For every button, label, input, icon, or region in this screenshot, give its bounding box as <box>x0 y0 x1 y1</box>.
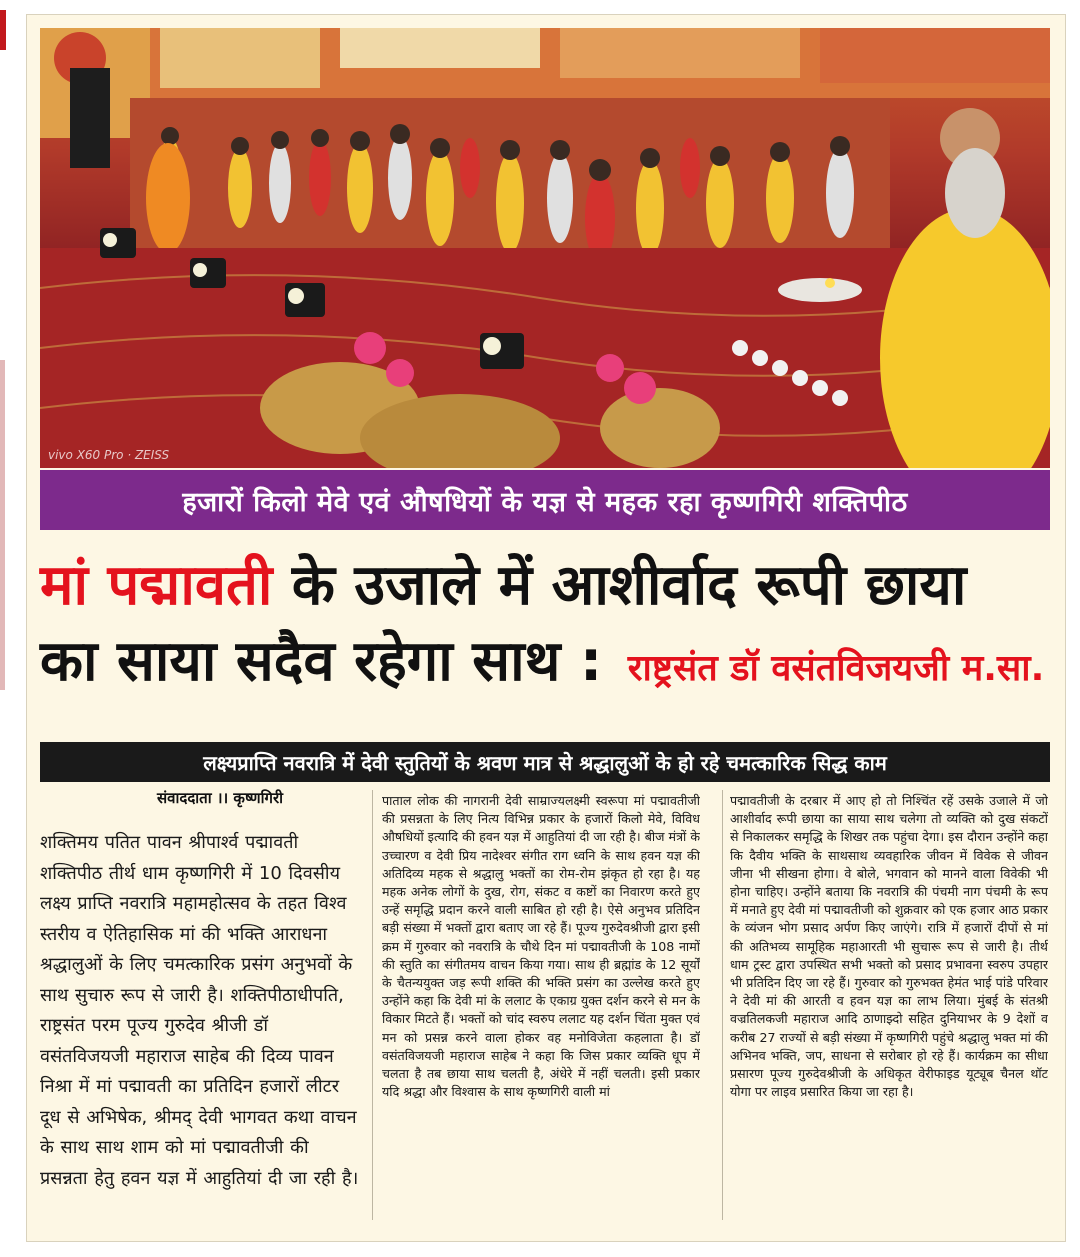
page-edge-shadow <box>0 360 5 690</box>
headline-line-1 <box>40 548 1050 624</box>
column-rule <box>372 790 373 1220</box>
headline-byline: राष्ट्रसंत डॉ वसंतविजयजी म.सा. <box>627 648 1045 689</box>
body-column-2: पाताल लोक की नागरानी देवी साम्राज्यलक्ष्मी स्वरूपा मां पद्मावतीजी की प्रसन्नता के लिए नित्य विभिन्न प्रकार के हजारों किलो मेवे, विविध औषधियों इत्यादि की हवन यज्ञ में आहुतियां दी जा रही है। बीज मंत्रों के उच्चारण व देवी प्रिय नादेश्वर संगीत राग ध्वनि के साथ हवन यज्ञ की अतिदिव्य महक से श्रद्धालु भक्तों का रोम-रोम झंकृत हो रहा है। यह महक अनेक लोगों के दुख, रोग, संकट व कष्टों का निवारण करते हुए उन्हें समृद्धि प्रदान करने वाली साबित हो रही है। ऐसे अनुभव प्रतिदिन बड़ी संख्या में भक्तों द्वारा बताए जा रहे हैं। पूज्य गुरुदेवश्रीजी द्वारा इसी क्रम में गुरुवार को नवरात्रि के चौथे दिन मां पद्मावतीजी के 108 नामों की स्तुति का संगीतमय वाचन किया गया। साथ ही ब्रह्मांड के 12 सूर्यों के चैतन्ययुक्त जड़ रूपी शक्ति की भक्ति प्रसंग का उल्लेख करते हुए उन्होंने कहा कि देवी मां के ललाट के एकाग्र युक्त दर्शन करने से मन के विकार मिटते हैं। भक्तों को चांद स्वरुप ललाट यह दर्शन चिंता मुक्त एवं मन को प्रसन्न करने वाला होकर वह मनोविजेता कहलाता है। डॉ वसंतविजयजी महाराज साहेब ने कहा कि जिस प्रकार व्यक्ति धूप में चलता है तब छाया साथ चलती है, अंधेरे में नहीं चलती। इसी प्रकार यदि श्रद्धा और विश्वास के साथ कृष्णगिरी वाली मां <box>382 793 700 1100</box>
havan-ceremony-illustration <box>40 28 1050 468</box>
kicker-banner: हजारों किलो मेवे एवं औषधियों के यज्ञ से महक रहा कृष्णगिरी शक्तिपीठ <box>40 470 1050 530</box>
dateline: संवाददाता ।। कृष्णगिरी <box>157 789 283 807</box>
headline-accent: मां पद्मावती <box>40 553 273 618</box>
page-edge-marker <box>0 10 6 50</box>
headline-line-2-text: का साया सदैव रहेगा साथ : <box>40 629 622 694</box>
headline-line-1-rest: के उजाले में आशीर्वाद रूपी छाया <box>272 553 967 618</box>
news-photo <box>40 28 1050 468</box>
headline <box>40 548 1050 707</box>
headline-line-2 <box>40 624 1050 707</box>
lead-column <box>40 788 360 1228</box>
column-rule <box>722 790 723 1220</box>
camera-watermark: vivo X60 Pro · ZEISS <box>48 448 170 462</box>
body-column-3: पद्मावतीजी के दरबार में आए हो तो निश्चिंत रहें उसके उजाले में जो आशीर्वाद रूपी छाया का साया साथ चलेगा तो व्यक्ति को दुख संकटों से निकालकर समृद्धि के शिखर तक पहुंचा देगा। इस दौरान उन्होंने कहा कि दैवीय भक्ति के साथसाथ व्यवहारिक जीवन में विवेक से जीवन जीना भी सीखना होगा। वे बोले, भगवान को मानने वाला विवेकी भी होना चाहिए। उन्होंने बताया कि नवरात्रि की पंचमी नाग पंचमी के रूप में मनाते हुए देवी मां पद्मावतीजी को शुक्रवार को एक हजार आठ प्रकार के व्यंजन भोग प्रसाद अर्पण किए जाएंगे। रात्रि में हजारों दीपों से मां की अतिभव्य सामूहिक महाआरती भी सुचारू रूप से जारी है। तीर्थ धाम ट्रस्ट द्वारा उपस्थित सभी भक्तो को प्रसाद प्रभावना स्वरुप उपहार भी प्रतिदिन दिए जा रहे हैं। गुरुवार को गुरुभक्त हेमंत भाई पांडे परिवार ने देवी मां की आरती व हवन यज्ञ का लाभ लिया। मुंबई के संतश्री वज्रतिलकजी महाराज आदि ठाणाझ्दो सहित दुनियाभर के 9 देशों व करीब 27 राज्यों से बड़ी संख्या में कृष्णगिरी पहुंचे श्रद्धालु भक्त मां की अभिनव भक्ति, जप, साधना से सरोबार हो रहे हैं। कार्यक्रम का सीधा प्रसारण पूज्य गुरुदेवश्रीजी के अधिकृत वेरीफाइड यूट्यूब चैनल थॉट योगा पर लाइव प्रसारित किया जा रहा है। <box>730 793 1048 1100</box>
subheadline-strip: लक्ष्यप्राप्ति नवरात्रि में देवी स्तुतियों के श्रवण मात्र से श्रद्धालुओं के हो रहे चमत्कारिक सिद्ध काम <box>40 742 1050 782</box>
lead-paragraph: शक्तिमय पतित पावन श्रीपार्श्व पद्मावती शक्तिपीठ तीर्थ धाम कृष्णगिरी में 10 दिवसीय लक्ष्य प्राप्ति नवरात्रि महामहोत्सव के तहत विश्व स्तरीय व ऐतिहासिक मां की भक्ति आराधना श्रद्धालुओं के लिए चमत्कारिक प्रसंग अनुभवों के साथ सुचारु रूप से जारी है। शक्तिपीठाधीपति, राष्ट्रसंत परम पूज्य गुरुदेव श्रीजी डॉ वसंतविजयजी महाराज साहेब की दिव्य पावन निश्रा में मां पद्मावती का प्रतिदिन हजारों लीटर दूध से अभिषेक, श्रीमद् देवी भागवत कथा वाचन के साथ साथ शाम को मां पद्मावतीजी की प्रसन्नता हेतु हवन यज्ञ में आहुतियां दी जा रही है। <box>40 832 359 1189</box>
